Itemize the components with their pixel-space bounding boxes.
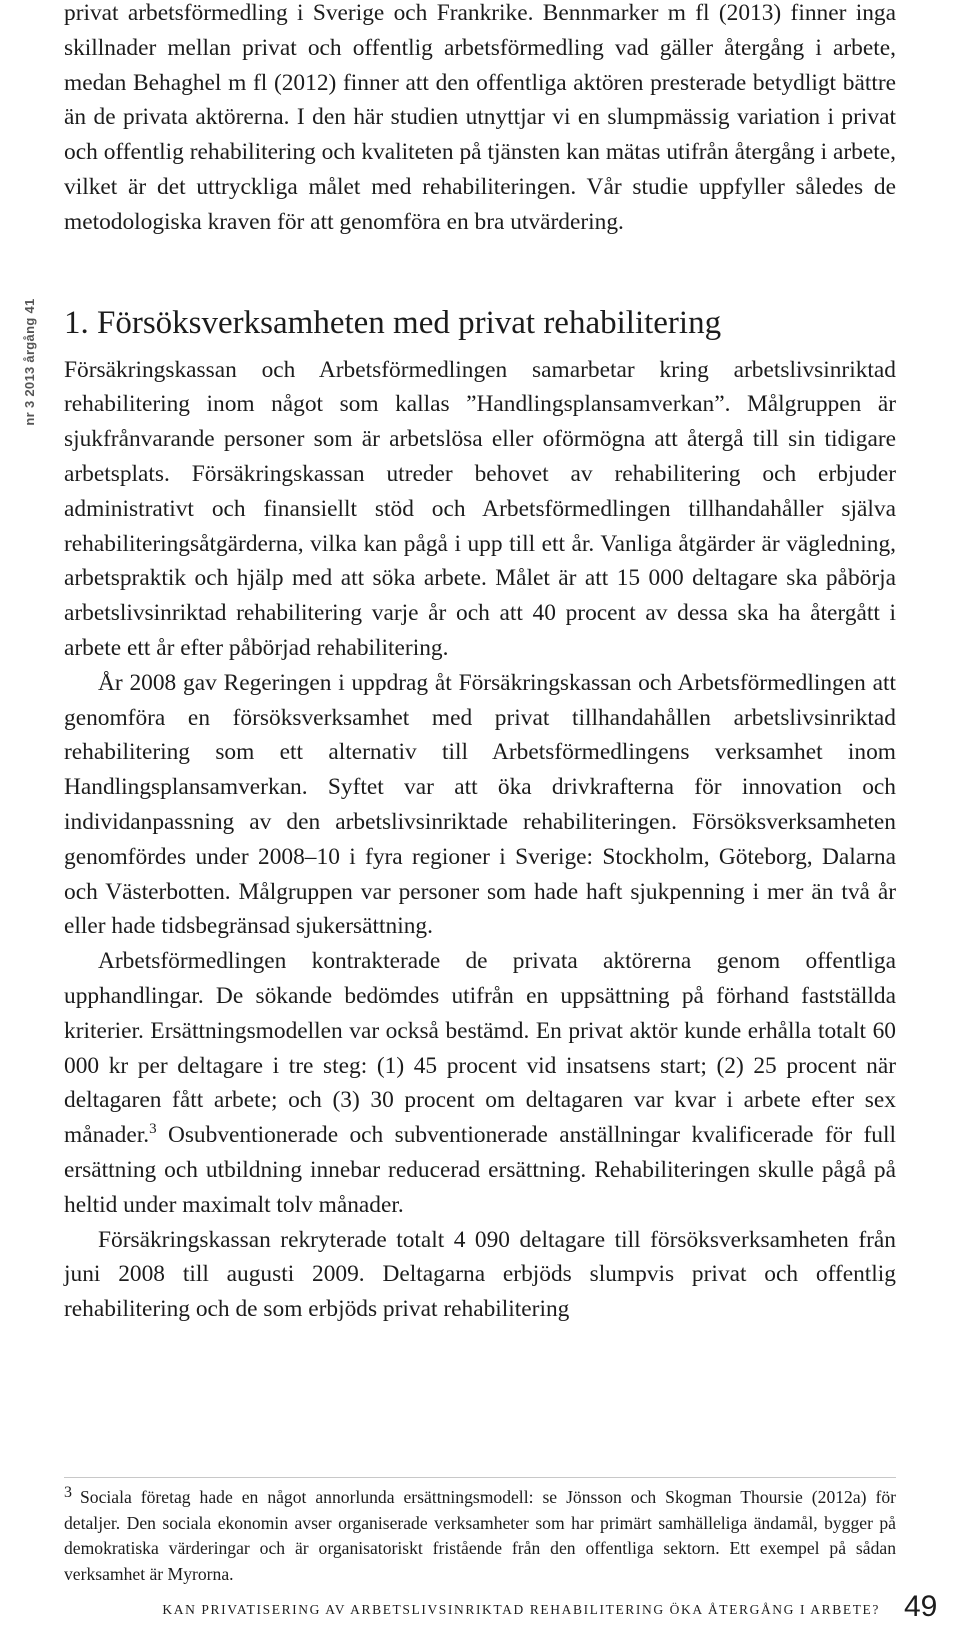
footnote-mark: 3 <box>64 1484 72 1501</box>
body-paragraph-intro: privat arbetsförmedling i Sverige och Frankrike. Bennmarker m fl (2013) finner inga skillnader mellan privat och offentlig arbetsförmedling vad gäller återgång i arbete, medan Behaghel m fl (2012) finner att den offentliga aktören presterade betydligt bättre än de privata aktörerna. I den här studien utnyttjar vi en slumpmässig variation i privat och offentlig rehabilitering och kvaliteten på tjänsten kan mätas utifrån återgång i arbete, vilket är det uttryckliga målet med rehabiliteringen. Vår studie uppfyller således de metodologiska kraven för att genomföra en bra utvärdering. <box>64 0 896 235</box>
text-column <box>64 0 896 1327</box>
running-head: nr 3 2013 årgång 41 <box>22 298 37 426</box>
body-paragraph-1: Försäkringskassan och Arbetsförmedlingen samarbetar kring arbetslivsinriktad rehabilitering inom något som kallas ”Handlingsplansamverkan”. Målgruppen är sjukfrånvarande personer som är arbetslösa eller oförmögna att återgå till sin tidigare arbetsplats. Försäkringskassan utreder behovet av rehabilitering och erbjuder administrativt och finansiellt stöd och Arbetsförmedlingen tillhandahåller själva rehabiliteringsåtgärderna, vilka kan pågå i upp till ett år. Vanliga åtgärder är vägledning, arbetspraktik och hjälp med att söka arbete. Målet är att 15 000 deltagare ska påbörja arbetslivsinriktad rehabilitering varje år och att 40 procent av dessa ska ha återgått i arbete ett år efter påbörjad rehabilitering. <box>64 356 896 661</box>
footnote <box>64 1480 896 1587</box>
footnote-text: Sociala företag hade en något annorlunda ersättningsmodell: se Jönsson och Skogman Thoursie (2012a) för detaljer. Den sociala ekonomin avser organiserade verksamheter som har primärt samhälleliga ändamål, bygger på demokratiska värderingar och är organisatoriskt fristående från den offentliga sektorn. Ett exempel på sådan verksamhet är Myrorna. <box>64 1487 896 1584</box>
section-heading: 1. Försöksverksamheten med privat rehabilitering <box>64 304 722 341</box>
footnote-divider <box>64 1477 896 1478</box>
footnote-reference[interactable]: 3 <box>149 1121 157 1138</box>
body-paragraph-3-part-1: Arbetsförmedlingen kontrakterade de privata aktörerna genom offentliga upphandlingar. De sökande bedömdes utifrån en uppsättning på förhand fastställda kriterier. Ersättningsmodellen var också bestämd. En privat aktör kunde erhålla totalt 60 000 kr per deltagare i tre steg: (1) 45 procent vid insatsens start; (2) 25 procent när deltagaren fått arbete; och (3) 30 procent om deltagaren var kvar i arbete efter sex månader. <box>64 948 896 1149</box>
body-paragraph-3 <box>64 944 896 1222</box>
body-paragraph-4: Försäkringskassan rekryterade totalt 4 090 deltagare till försöksverksamheten från juni 2008 till augusti 2009. Deltagarna erbjöds slumpvis privat och offentlig rehabilitering och de som erbjöds privat rehabilitering <box>64 1226 896 1323</box>
body-paragraph-2: År 2008 gav Regeringen i uppdrag åt Försäkringskassan och Arbetsförmedlingen att genomföra en försöksverksamhet med privat tillhandahållen arbetslivsinriktad rehabilitering som ett alternativ till Arbetsförmedlingens verksamhet inom Handlingsplansamverkan. Syftet var att öka drivkrafterna för innovation och individanpassning av den arbetslivsinriktade rehabiliteringen. Försöksverksamheten genomfördes under 2008–10 i fyra regioner i Sverige: Stockholm, Göteborg, Dalarna och Västerbotten. Målgruppen var personer som hade haft sjukpenning i mer än två år eller hade tidsbegränsad sjukersättning. <box>64 669 896 940</box>
body-paragraph-3-part-2: Osubventionerade och subventionerade anställningar kvalificerade för full ersättning och utbildning innebar reducerad ersättning. Rehabiliteringen skulle pågå på heltid under maximalt tolv månader. <box>64 1122 896 1218</box>
page-number: 49 <box>904 1590 938 1623</box>
footer-title: KAN PRIVATISERING AV ARBETSLIVSINRIKTAD REHABILITERING ÖKA ÅTERGÅNG I ARBETE? <box>162 1602 880 1617</box>
